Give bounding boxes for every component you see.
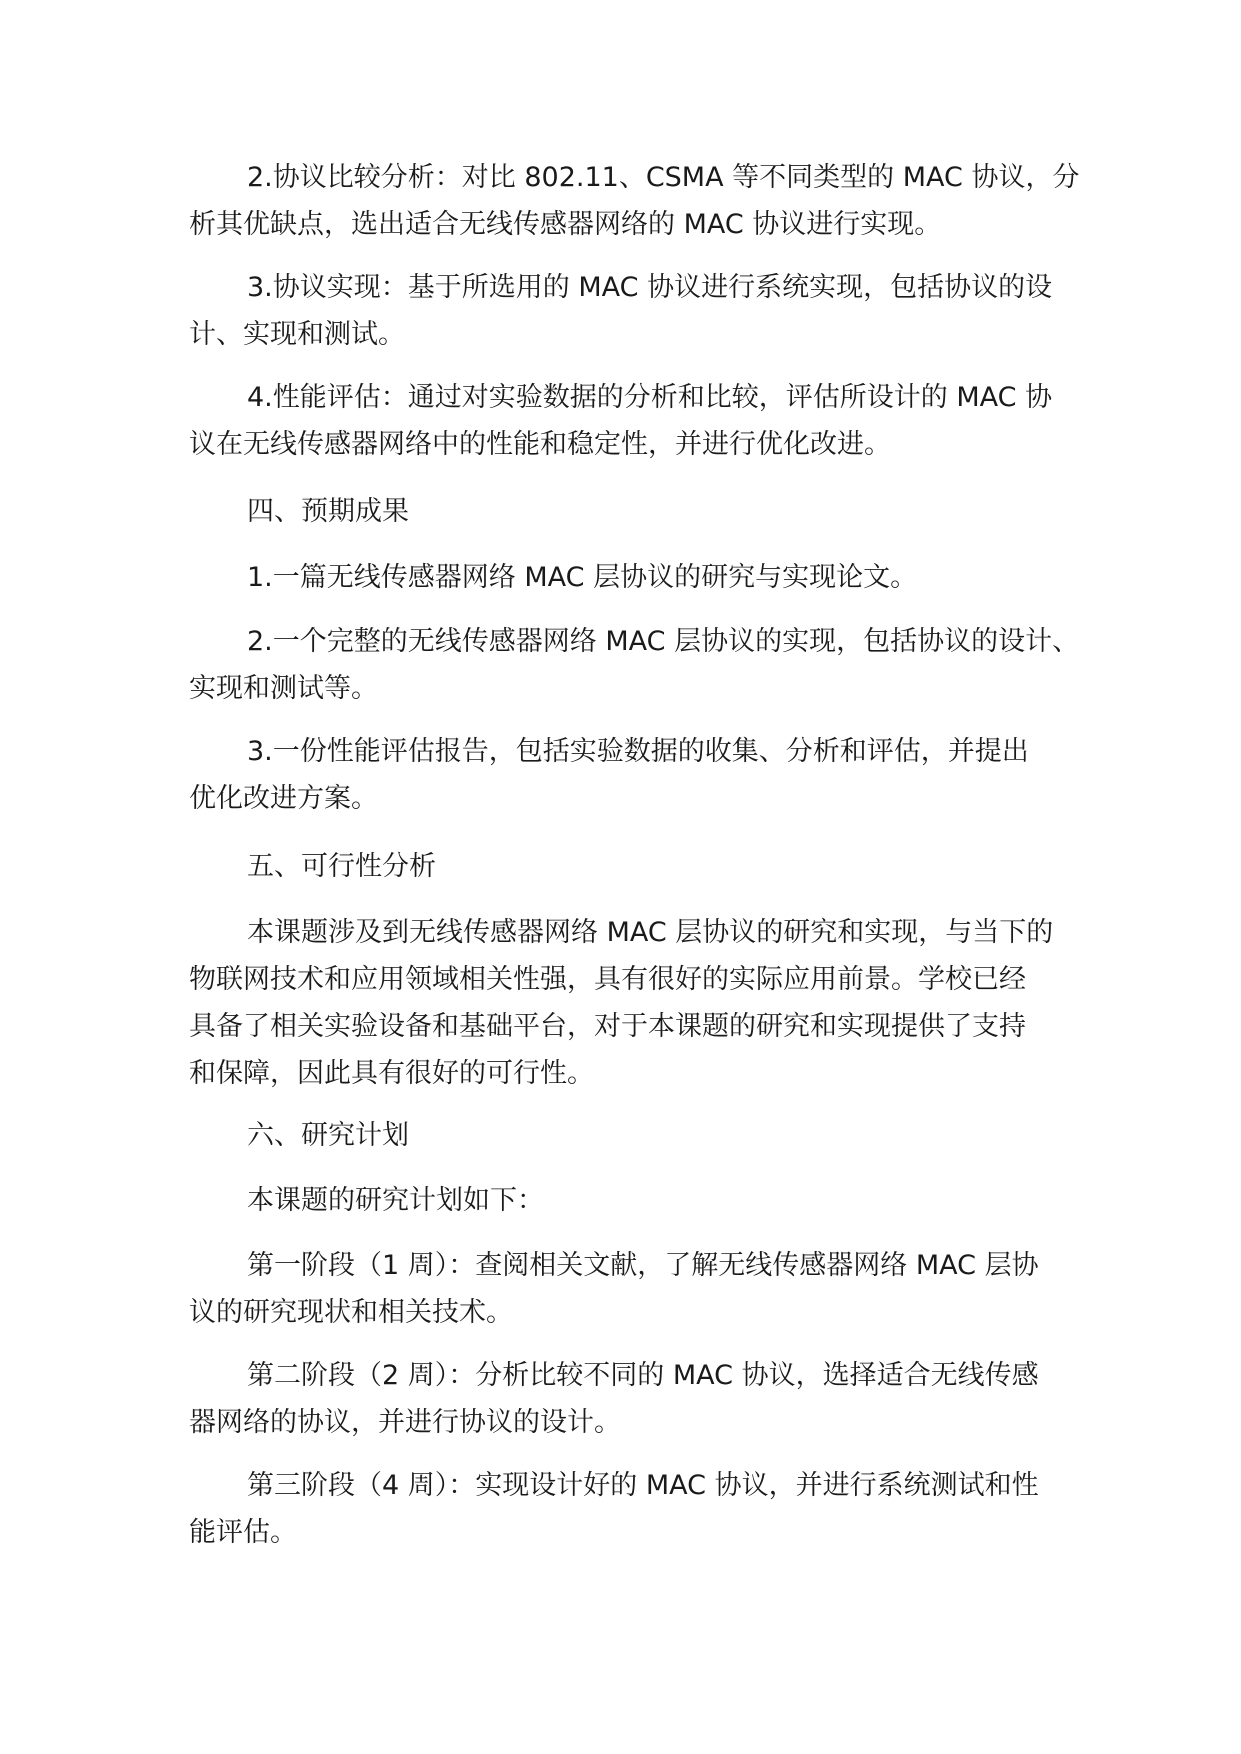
text-line: 优化改进方案。 <box>189 783 378 814</box>
text-line: 实现和测试等。 <box>189 673 378 704</box>
text-line: 议的研究现状和相关技术。 <box>189 1297 513 1328</box>
text-line: 2.协议比较分析：对比 802.11、CSMA 等不同类型的 MAC 协议，分 <box>247 162 1080 193</box>
text-line: 第一阶段（1 周）：查阅相关文献，了解无线传感器网络 MAC 层协 <box>247 1250 1039 1281</box>
paragraph-plan-intro <box>189 1177 1069 1224</box>
text-line: 具备了相关实验设备和基础平台，对于本课题的研究和实现提供了支持 <box>189 1011 1026 1042</box>
text-line: 器网络的协议，并进行协议的设计。 <box>189 1407 621 1438</box>
text-line: 本课题的研究计划如下： <box>247 1185 544 1216</box>
paragraph-performance-evaluation <box>189 374 1069 468</box>
text-line: 物联网技术和应用领域相关性强，具有很好的实际应用前景。学校已经 <box>189 964 1026 995</box>
section-heading-expected-results <box>189 488 1069 535</box>
text-line: 六、研究计划 <box>247 1120 409 1151</box>
text-line: 能评估。 <box>189 1517 297 1548</box>
text-line: 第三阶段（4 周）：实现设计好的 MAC 协议，并进行系统测试和性 <box>247 1470 1039 1501</box>
text-line: 议在无线传感器网络中的性能和稳定性，并进行优化改进。 <box>189 429 891 460</box>
text-line: 第二阶段（2 周）：分析比较不同的 MAC 协议，选择适合无线传感 <box>247 1360 1039 1391</box>
text-line: 2.一个完整的无线传感器网络 MAC 层协议的实现，包括协议的设计、 <box>247 626 1080 657</box>
paragraph-expected-result-3 <box>189 728 1069 822</box>
text-line: 四、预期成果 <box>247 496 409 527</box>
text-line: 3.一份性能评估报告，包括实验数据的收集、分析和评估，并提出 <box>247 736 1029 767</box>
text-line: 4.性能评估：通过对实验数据的分析和比较，评估所设计的 MAC 协 <box>247 382 1053 413</box>
section-heading-research-plan <box>189 1112 1069 1159</box>
text-line: 和保障，因此具有很好的可行性。 <box>189 1058 594 1089</box>
paragraph-expected-result-1 <box>189 554 1069 601</box>
paragraph-feasibility <box>189 909 1069 1097</box>
section-heading-feasibility <box>189 843 1069 890</box>
text-line: 计、实现和测试。 <box>189 319 405 350</box>
paragraph-plan-stage-2 <box>189 1352 1069 1446</box>
paragraph-plan-stage-3 <box>189 1462 1069 1556</box>
text-line: 本课题涉及到无线传感器网络 MAC 层协议的研究和实现，与当下的 <box>247 917 1054 948</box>
paragraph-protocol-comparison <box>189 154 1080 248</box>
text-line: 五、可行性分析 <box>247 851 436 882</box>
paragraph-protocol-implementation <box>189 264 1069 358</box>
paragraph-expected-result-2 <box>189 618 1080 712</box>
paragraph-plan-stage-1 <box>189 1242 1069 1336</box>
text-line: 3.协议实现：基于所选用的 MAC 协议进行系统实现，包括协议的设 <box>247 272 1053 303</box>
text-line: 1.一篇无线传感器网络 MAC 层协议的研究与实现论文。 <box>247 562 918 593</box>
text-line: 析其优缺点，选出适合无线传感器网络的 MAC 协议进行实现。 <box>189 209 942 240</box>
